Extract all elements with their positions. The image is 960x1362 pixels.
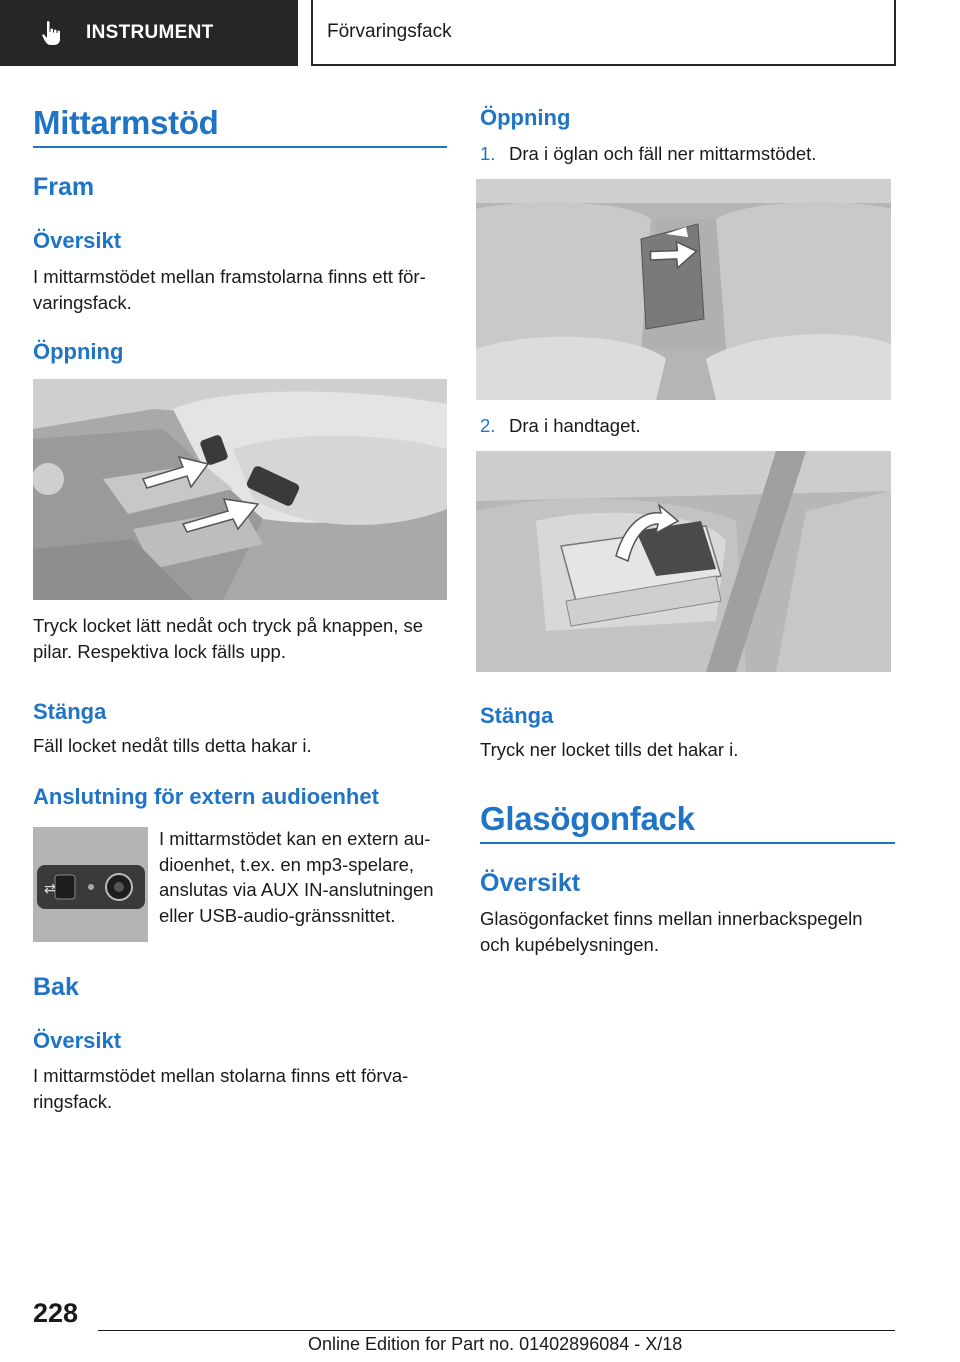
rear-seat-armrest-fold-illustration xyxy=(476,179,891,400)
subheading-oversikt-rear: Översikt xyxy=(33,1028,122,1053)
section-title-glasogonfack: Glasögonfack xyxy=(480,800,695,837)
section-heading-bak: Bak xyxy=(33,973,79,1001)
paragraph-line: eller USB-audio-gränssnittet. xyxy=(159,905,396,926)
paragraph-line: Glasögonfacket finns mellan innerbackspegeln xyxy=(480,908,863,929)
svg-text:⇄: ⇄ xyxy=(44,881,56,897)
paragraph-line: Tryck locket lätt nedåt och tryck på knappen, se xyxy=(33,615,424,636)
header-section-label: INSTRUMENT xyxy=(86,22,214,43)
section-heading-fram: Fram xyxy=(33,173,95,201)
step-1 xyxy=(480,141,816,167)
paragraph-line: Tryck ner locket tills det hakar i. xyxy=(480,739,739,760)
paragraph-line: I mittarmstödet kan en extern au‐ xyxy=(159,828,431,849)
step-text: Dra i öglan och fäll ner mittarmstödet. xyxy=(509,143,817,164)
paragraph-line: varingsfack. xyxy=(33,292,132,313)
subheading-stanga-rear: Stänga xyxy=(480,703,554,728)
paragraph-line: Fäll locket nedåt tills detta hakar i. xyxy=(33,735,312,756)
paragraph-line: pilar. Respektiva lock fälls upp. xyxy=(33,641,286,662)
subheading-aux: Anslutning för extern audioenhet xyxy=(33,784,379,809)
title-divider xyxy=(480,842,895,844)
footer-divider xyxy=(98,1330,895,1331)
page-number: 228 xyxy=(33,1298,79,1328)
step-number: 1. xyxy=(480,143,496,164)
footer-edition: Online Edition for Part no. 01402896084 - X/18 xyxy=(308,1334,683,1354)
header-section-tab xyxy=(0,0,298,66)
step-number: 2. xyxy=(480,415,496,436)
subheading-oppning-rear: Öppning xyxy=(480,105,571,130)
aux-usb-port-illustration xyxy=(33,827,148,942)
subheading-glas-oversikt: Översikt xyxy=(480,869,581,897)
paragraph-line: anslutas via AUX IN-anslutningen xyxy=(159,879,434,900)
paragraph-line: I mittarmstödet mellan framstolarna finns ett för‐ xyxy=(33,266,426,287)
front-armrest-illustration xyxy=(33,379,447,600)
subheading-oppning-front: Öppning xyxy=(33,339,124,364)
paragraph-line: dioenhet, t.ex. en mp3-spelare, xyxy=(159,854,415,875)
paragraph-line: och kupébelysningen. xyxy=(480,934,659,955)
page-title: Mittarmstöd xyxy=(33,104,219,141)
hand-pointer-icon xyxy=(38,19,66,47)
subheading-oversikt-front: Översikt xyxy=(33,228,122,253)
paragraph-line: ringsfack. xyxy=(33,1091,113,1112)
paragraph-line: I mittarmstödet mellan stolarna finns ett förva‐ xyxy=(33,1065,409,1086)
step-text: Dra i handtaget. xyxy=(509,415,641,436)
rear-armrest-handle-illustration xyxy=(476,451,891,672)
title-divider xyxy=(33,146,447,148)
subheading-stanga-front: Stänga xyxy=(33,699,107,724)
header-chapter: Förvaringsfack xyxy=(311,0,896,66)
step-2 xyxy=(480,413,641,439)
